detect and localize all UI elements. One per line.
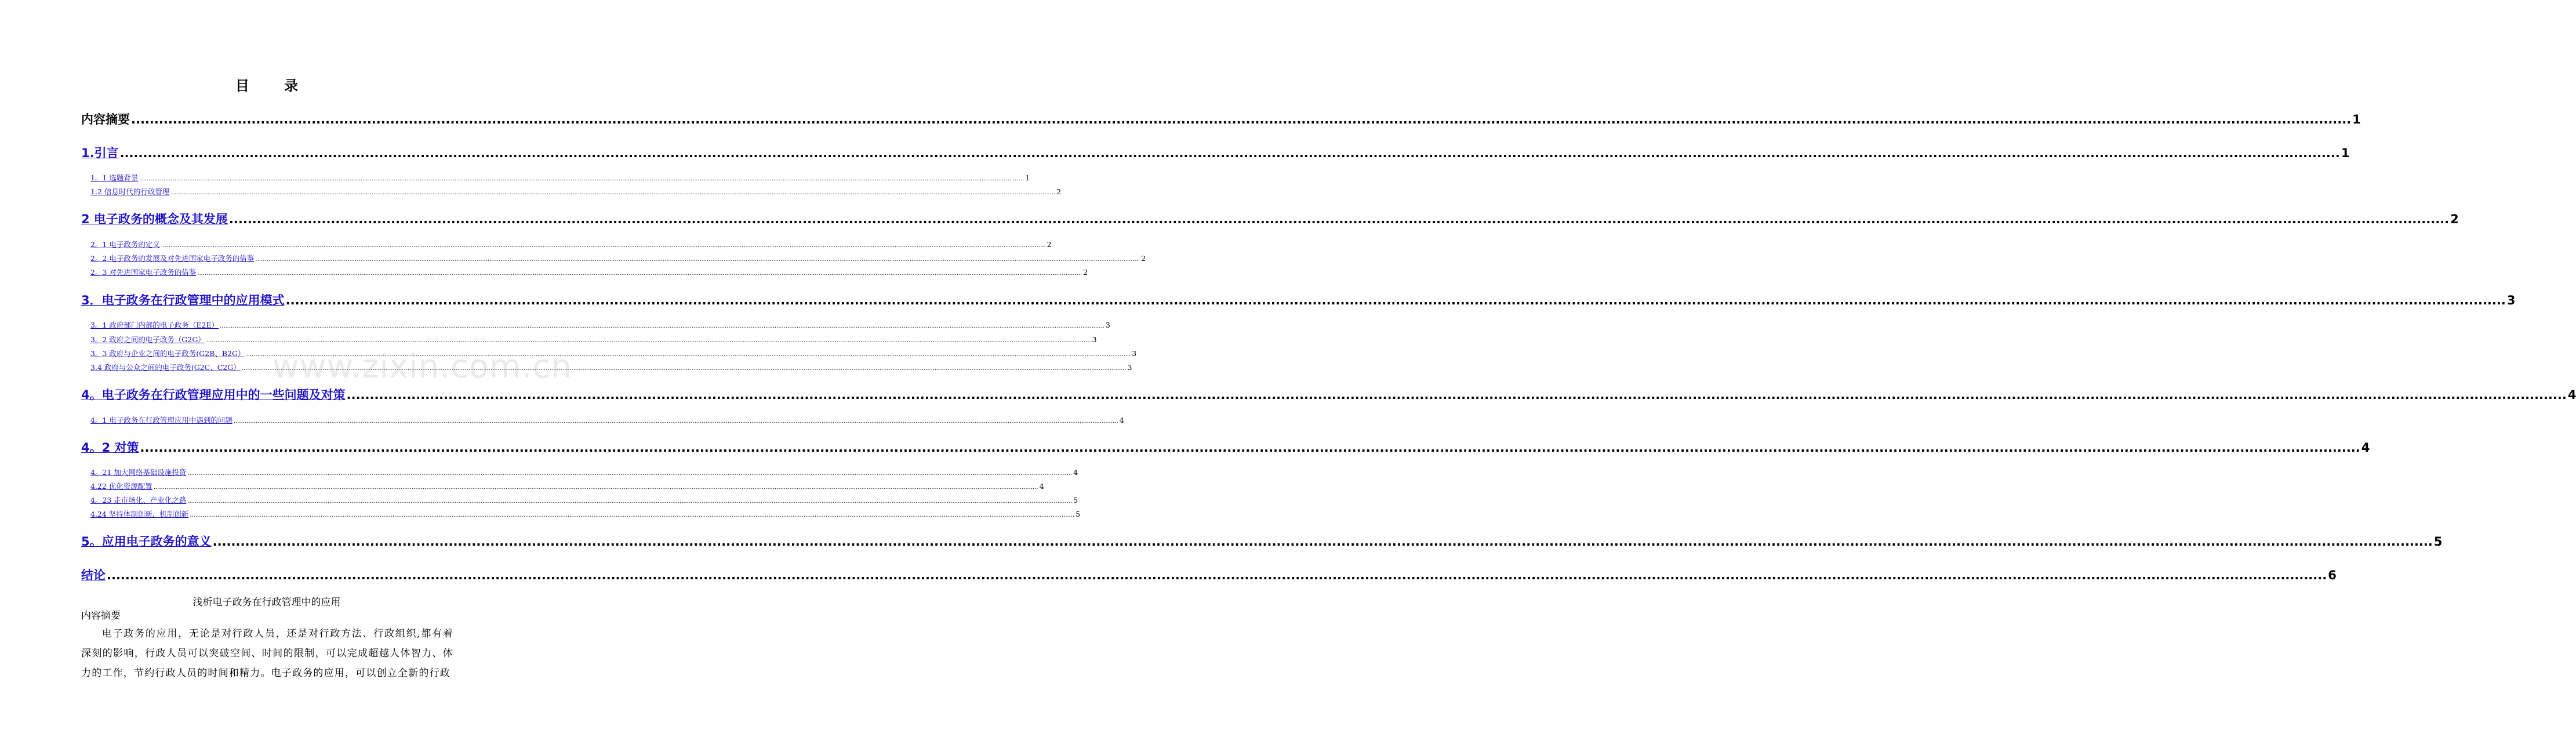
toc-leader-dots [120, 146, 2340, 160]
document-title: 浅析电子政务在行政管理中的应用 [192, 597, 341, 608]
watermark: www.zixin.com.cn [273, 348, 572, 386]
toc-entry-page: 4 [1039, 482, 1044, 491]
toc-leader-dots [213, 535, 2433, 549]
toc-subentry-link[interactable]: 4.22 优化资源配置 [90, 482, 152, 491]
toc-entry-link[interactable]: 结论 [81, 568, 106, 582]
toc-leader-dots [197, 270, 1082, 277]
toc-entry[interactable] [81, 110, 2361, 128]
abstract-paragraph: 电子政务的应用，无论是对行政人员，还是对行政方法、行政组织,都有着深刻的影响，行政人员可以突破空间、时间的限制，可以完成超越人体智力、体力的工作，节约行政人员的时间和精力。电子政务的应用，可以创立全新的行政 [81, 628, 453, 679]
toc-subentry-link[interactable]: 4。21 加大网络基础设施投资 [90, 468, 187, 477]
toc-leader-dots [140, 441, 2360, 455]
toc-entry-page: 4 [1073, 468, 1078, 477]
toc-entry-link[interactable]: 4。电子政务在行政管理应用中的一些问题及对策 [81, 388, 346, 402]
toc-leader-dots [107, 568, 2327, 582]
toc-entry-page: 6 [2328, 568, 2337, 582]
toc-entry-link[interactable]: 2 电子政务的概念及其发展 [81, 212, 228, 226]
toc-subentry-link[interactable]: 2。2 电子政务的发展及对先进国家电子政务的借鉴 [90, 254, 255, 263]
toc-entry[interactable] [81, 438, 2370, 456]
toc-subentry-link[interactable]: 3。2 政府之间的电子政务（G2G） [90, 335, 205, 344]
toc-entry-page: 4 [1119, 416, 1124, 424]
toc-entry-page: 3 [2506, 293, 2516, 307]
toc-subentry-link[interactable]: 3.4 政府与公众之间的电子政务(G2C、C2G） [90, 363, 241, 372]
toc-subentry[interactable] [90, 267, 1088, 277]
toc-subentry[interactable] [90, 334, 1097, 344]
toc-subentry[interactable] [90, 495, 1078, 505]
toc-leader-dots [154, 484, 1038, 491]
toc-entry[interactable] [81, 386, 2576, 403]
toc-entry-page: 1 [1025, 173, 1030, 182]
toc-entry-page: 4 [2361, 441, 2370, 455]
toc-leader-dots [206, 337, 1091, 344]
toc-entry-label: 内容摘要 [81, 112, 130, 126]
toc-entry-link[interactable]: 5。应用电子政务的意义 [81, 535, 212, 549]
toc-entry-page: 4 [2567, 388, 2576, 402]
toc-subentry-link[interactable]: 1。1 选题背景 [90, 173, 139, 182]
toc-entry-page: 2 [1083, 268, 1088, 277]
toc-subentry-link[interactable]: 4.24 坚持体制创新，机制创新 [90, 510, 189, 518]
toc-entry[interactable] [81, 532, 2443, 550]
toc-subentry[interactable] [90, 239, 1052, 249]
toc-subentry-link[interactable]: 3。1 政府部门内部的电子政务（E2E） [90, 321, 219, 329]
toc-subentry[interactable] [90, 172, 1030, 183]
toc-entry-link[interactable]: 3．电子政务在行政管理中的应用模式 [81, 293, 285, 307]
toc-leader-dots [139, 176, 1024, 182]
toc-entry-page: 1 [2352, 112, 2361, 126]
toc-entry-link[interactable]: 1.引言 [81, 146, 119, 160]
toc-leader-dots [229, 212, 2449, 226]
toc-leader-dots [187, 498, 1072, 504]
toc-subentry-link[interactable]: 1.2 信息时代的行政管理 [90, 187, 170, 196]
toc-subentry-link[interactable]: 4。1 电子政务在行政管理应用中遇到的问题 [90, 416, 232, 424]
toc-entry-page: 5 [1073, 496, 1078, 504]
toc-subentry[interactable] [90, 186, 1062, 197]
toc-leader-dots [234, 418, 1118, 424]
toc-subentry-link[interactable]: 3。3 政府与企业之间的电子政务(G2B、B2G） [90, 349, 245, 358]
toc-subentry[interactable] [90, 481, 1044, 491]
toc-entry-page: 2 [1056, 187, 1062, 196]
toc-subentry[interactable] [90, 509, 1081, 519]
toc-leader-dots [190, 512, 1074, 518]
toc-subentry[interactable] [90, 320, 1110, 330]
toc-leader-dots [131, 112, 2351, 126]
toc-title: 目 录 [235, 78, 314, 94]
toc-leader-dots [347, 388, 2567, 402]
toc-entry-page: 3 [1127, 363, 1132, 372]
toc-entry-page: 2 [1047, 240, 1052, 249]
toc-entry-page: 2 [2450, 212, 2459, 226]
toc-entry-page: 3 [1092, 335, 1097, 344]
toc-leader-dots [170, 190, 1055, 196]
toc-subentry[interactable] [90, 415, 1124, 425]
toc-entry[interactable] [81, 566, 2337, 583]
toc-entry-page: 5 [1076, 510, 1081, 518]
toc-entry-page: 3 [1105, 321, 1110, 329]
toc-subentry[interactable] [90, 253, 1146, 263]
toc-entry-page: 5 [2433, 535, 2443, 549]
toc-subentry-link[interactable]: 2。1 电子政务的定义 [90, 240, 160, 249]
toc-leader-dots [187, 470, 1072, 477]
toc-entry-link[interactable]: 4。2 对策 [81, 441, 139, 455]
toc-leader-dots [255, 256, 1140, 263]
toc-entry[interactable] [81, 210, 2459, 227]
toc-entry-page: 2 [1141, 254, 1146, 263]
toc-entry[interactable] [81, 144, 2350, 161]
toc-subentry-link[interactable]: 4。23 走市场化、产业化之路 [90, 496, 187, 504]
toc-subentry-link[interactable]: 2。3 对先进国家电子政务的借鉴 [90, 268, 197, 277]
toc-leader-dots [286, 293, 2506, 307]
abstract-heading: 内容摘要 [81, 610, 121, 622]
toc-leader-dots [220, 323, 1104, 329]
toc-leader-dots [161, 242, 1046, 249]
toc-entry-page: 1 [2341, 146, 2350, 160]
toc-subentry[interactable] [90, 467, 1078, 477]
toc-entry-page: 3 [1132, 349, 1137, 358]
toc-entry[interactable] [81, 291, 2516, 308]
